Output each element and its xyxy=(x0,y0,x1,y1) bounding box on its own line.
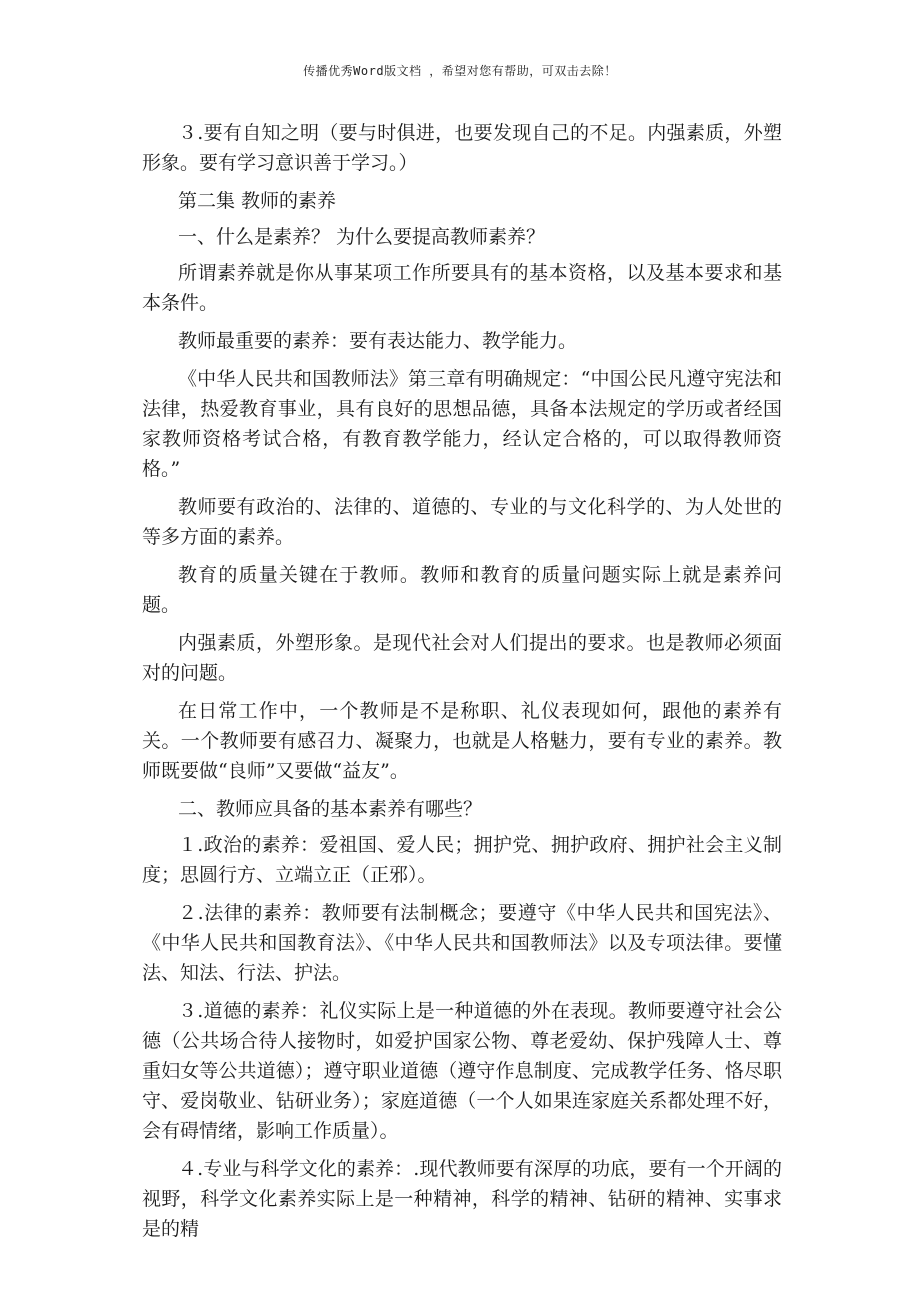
paragraph-daily-work: 在日常工作中，一个教师是不是称职、礼仪表现如何，跟他的素养有关。一个教师要有感召力、凝聚力，也就是人格魅力，要有专业的素养。教师既要做“良师”又要做“益友”。 xyxy=(142,700,782,782)
document-body xyxy=(142,118,782,1252)
paragraph-teacher-law: 《中华人民共和国教师法》第三章有明确规定：“中国公民凡遵守宪法和法律，热爱教育事业，具有良好的思想品德，具备本法规定的学历或者经国家教师资格考试合格，有教育教学能力，经认定合格的，可以取得教师资格。” xyxy=(142,368,782,480)
heading-what-is-literacy: 一、什么是素养？ 为什么要提高教师素养？ xyxy=(178,226,546,248)
paragraph-key-literacy: 教师最重要的素养：要有表达能力、教学能力。 xyxy=(178,330,578,352)
paragraph-moral: ３.道德的素养：礼仪实际上是一种道德的外在表现。教师要遵守社会公德（公共场合待人接物时，如爱护国家公物、尊老爱幼、保护残障人士、尊重妇女等公共道德）；遵守职业道德（遵守作息制度、完成教学任务、恪尽职守、爱岗敬业、钻研业务）；家庭道德（一个人如果连家庭关系都处理不好，会有碍情绪，影响工作质量）。 xyxy=(142,1000,782,1142)
paragraph-inner-outer: 内强素质，外塑形象。是现代社会对人们提出的要求。也是教师必须面对的问题。 xyxy=(142,632,782,684)
section-title-episode-two: 第二集 教师的素养 xyxy=(178,190,337,212)
page-header-notice: 传播优秀Word版文档 ，希望对您有帮助，可双击去除！ xyxy=(303,64,617,78)
paragraph-multifaceted: 教师要有政治的、法律的、道德的、专业的与文化科学的、为人处世的等多方面的素养。 xyxy=(142,496,782,548)
paragraph-professional: ４.专业与科学文化的素养：.现代教师要有深厚的功底，要有一个开阔的视野，科学文化素养实际上是一种精神，科学的精神、钻研的精神、实事求是的精 xyxy=(142,1158,782,1240)
paragraph-self-awareness: ３.要有自知之明（要与时俱进，也要发现自己的不足。内强素质，外塑形象。要有学习意识善于学习。） xyxy=(142,122,782,174)
paragraph-definition: 所谓素养就是你从事某项工作所要具有的基本资格，以及基本要求和基本条件。 xyxy=(142,262,782,314)
paragraph-quality-key: 教育的质量关键在于教师。教师和教育的质量问题实际上就是素养问题。 xyxy=(142,564,782,616)
paragraph-legal: ２.法律的素养：教师要有法制概念；要遵守《中华人民共和国宪法》、《中华人民共和国教育法》、《中华人民共和国教师法》以及专项法律。要懂法、知法、行法、护法。 xyxy=(142,902,782,984)
paragraph-political: １.政治的素养：爱祖国、爱人民；拥护党、拥护政府、拥护社会主义制度；思圆行方、立端立正（正邪）。 xyxy=(142,834,782,886)
heading-basic-literacy: 二、教师应具备的基本素养有哪些？ xyxy=(178,798,483,820)
